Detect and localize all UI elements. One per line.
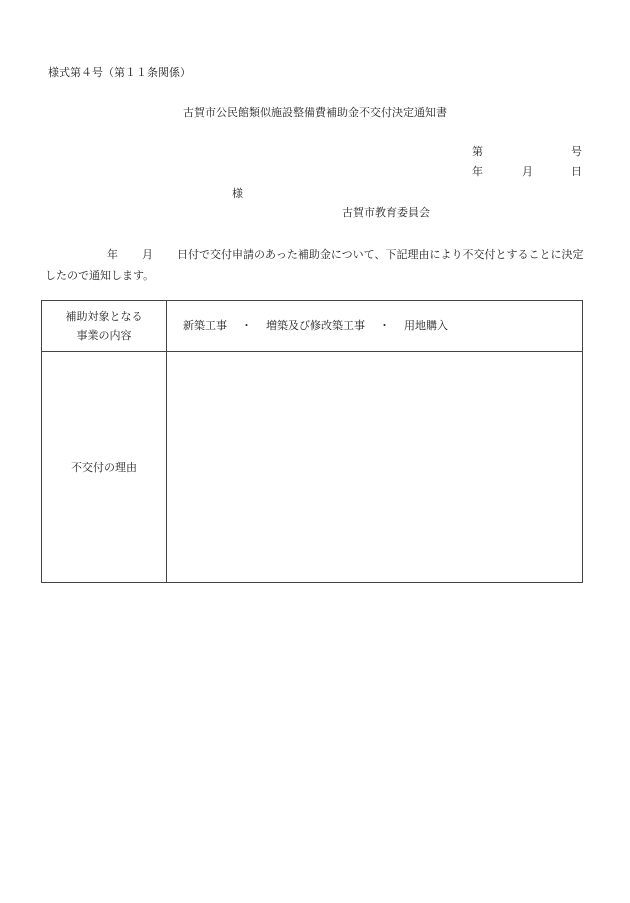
detail-table bbox=[41, 300, 583, 583]
number-suffix: 号 bbox=[571, 145, 582, 158]
date-day: 日 bbox=[571, 165, 582, 178]
option-extension-renovation: 増築及び修改築工事 bbox=[266, 318, 365, 332]
notice-body bbox=[45, 244, 585, 286]
project-content-options bbox=[167, 301, 583, 352]
option-land-purchase: 用地購入 bbox=[404, 318, 448, 332]
date-year: 年 bbox=[472, 165, 483, 178]
project-label-line1: 補助対象となる bbox=[65, 310, 143, 323]
project-content-label bbox=[42, 301, 167, 352]
table-row-reason bbox=[42, 352, 583, 583]
reason-label: 不交付の理由 bbox=[42, 352, 167, 583]
option-new-construction: 新築工事 bbox=[183, 318, 227, 332]
project-label-line2: 事業の内容 bbox=[76, 329, 132, 342]
number-prefix: 第 bbox=[472, 145, 483, 158]
document-title: 古賀市公民館類似施設整備費補助金不交付決定通知書 bbox=[183, 106, 447, 119]
option-separator: ・ bbox=[241, 318, 252, 332]
form-number: 様式第４号（第１１条関係） bbox=[48, 66, 191, 79]
addressee-suffix: 様 bbox=[232, 187, 243, 200]
body-year: 年 bbox=[107, 248, 118, 261]
issuer-name: 古賀市教育委員会 bbox=[342, 206, 430, 219]
reason-value bbox=[167, 352, 583, 583]
date-month: 月 bbox=[522, 165, 533, 178]
body-text: 日付で交付申請のあった補助金について、下記理由により不交付とすることに決定したので通知します。 bbox=[45, 248, 584, 282]
body-month: 月 bbox=[142, 248, 153, 261]
option-separator: ・ bbox=[379, 318, 390, 332]
table-row-project bbox=[42, 301, 583, 352]
